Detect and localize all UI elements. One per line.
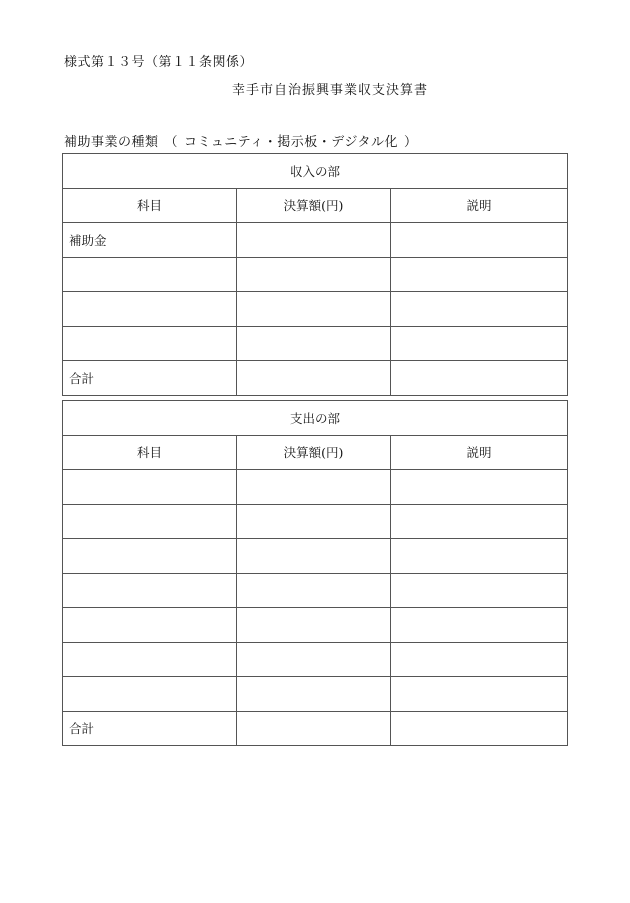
- expense-description-cell[interactable]: [391, 504, 568, 539]
- expense-amount-cell[interactable]: [237, 470, 391, 505]
- income-amount-cell[interactable]: [237, 257, 391, 292]
- income-item-cell[interactable]: [63, 292, 237, 327]
- table-row: [63, 470, 568, 505]
- income-description-cell[interactable]: [391, 326, 568, 361]
- income-table: [62, 153, 568, 396]
- expense-item-cell[interactable]: [63, 539, 237, 574]
- income-column-header-row: [63, 188, 568, 223]
- income-col-item: 科目: [63, 188, 237, 223]
- table-row: [63, 504, 568, 539]
- income-amount-cell[interactable]: [237, 361, 391, 396]
- expense-description-cell[interactable]: [391, 539, 568, 574]
- income-item-cell[interactable]: [63, 257, 237, 292]
- grant-type-open-paren: （: [164, 135, 179, 150]
- table-row: [63, 257, 568, 292]
- grant-type-label: 補助事業の種類: [64, 135, 159, 150]
- expense-item-cell[interactable]: [63, 642, 237, 677]
- income-amount-cell[interactable]: [237, 326, 391, 361]
- expense-table: [62, 400, 568, 746]
- income-amount-cell[interactable]: [237, 223, 391, 258]
- table-row: [63, 642, 568, 677]
- expense-item-cell[interactable]: [63, 677, 237, 712]
- income-description-cell[interactable]: [391, 361, 568, 396]
- expense-column-header-row: [63, 435, 568, 470]
- grant-type-value: コミュニティ・掲示板・デジタル化: [184, 135, 398, 150]
- income-item-cell[interactable]: 補助金: [63, 223, 237, 258]
- expense-section-header-row: [63, 401, 568, 436]
- expense-amount-cell[interactable]: [237, 677, 391, 712]
- expense-col-item: 科目: [63, 435, 237, 470]
- expense-description-cell[interactable]: [391, 470, 568, 505]
- expense-description-cell[interactable]: [391, 642, 568, 677]
- income-amount-cell[interactable]: [237, 292, 391, 327]
- table-row: [63, 292, 568, 327]
- grant-type-line: [64, 131, 423, 150]
- income-description-cell[interactable]: [391, 292, 568, 327]
- income-description-cell[interactable]: [391, 223, 568, 258]
- expense-amount-cell[interactable]: [237, 539, 391, 574]
- expense-description-cell[interactable]: [391, 711, 568, 746]
- grant-type-close-paren: ）: [403, 135, 418, 150]
- table-row: [63, 361, 568, 396]
- expense-section-heading: 支出の部: [63, 401, 568, 436]
- expense-col-amount: 決算額(円): [237, 435, 391, 470]
- expense-description-cell[interactable]: [391, 677, 568, 712]
- expense-item-cell[interactable]: [63, 470, 237, 505]
- income-item-cell[interactable]: [63, 326, 237, 361]
- table-row: [63, 223, 568, 258]
- expense-amount-cell[interactable]: [237, 711, 391, 746]
- table-row: [63, 711, 568, 746]
- expense-item-cell[interactable]: 合計: [63, 711, 237, 746]
- document-title: 幸手市自治振興事業収支決算書: [231, 83, 428, 98]
- expense-description-cell[interactable]: [391, 608, 568, 643]
- table-row: [63, 539, 568, 574]
- expense-item-cell[interactable]: [63, 573, 237, 608]
- income-section-header-row: [63, 154, 568, 189]
- income-col-description: 説明: [391, 188, 568, 223]
- expense-item-cell[interactable]: [63, 608, 237, 643]
- income-description-cell[interactable]: [391, 257, 568, 292]
- form-number: 様式第１３号（第１１条関係）: [64, 55, 254, 70]
- expense-col-description: 説明: [391, 435, 568, 470]
- table-row: [63, 677, 568, 712]
- table-row: [63, 608, 568, 643]
- expense-item-cell[interactable]: [63, 504, 237, 539]
- expense-amount-cell[interactable]: [237, 608, 391, 643]
- expense-amount-cell[interactable]: [237, 504, 391, 539]
- table-row: [63, 326, 568, 361]
- expense-amount-cell[interactable]: [237, 573, 391, 608]
- income-item-cell[interactable]: 合計: [63, 361, 237, 396]
- expense-amount-cell[interactable]: [237, 642, 391, 677]
- income-col-amount: 決算額(円): [237, 188, 391, 223]
- income-section-heading: 収入の部: [63, 154, 568, 189]
- expense-description-cell[interactable]: [391, 573, 568, 608]
- table-row: [63, 573, 568, 608]
